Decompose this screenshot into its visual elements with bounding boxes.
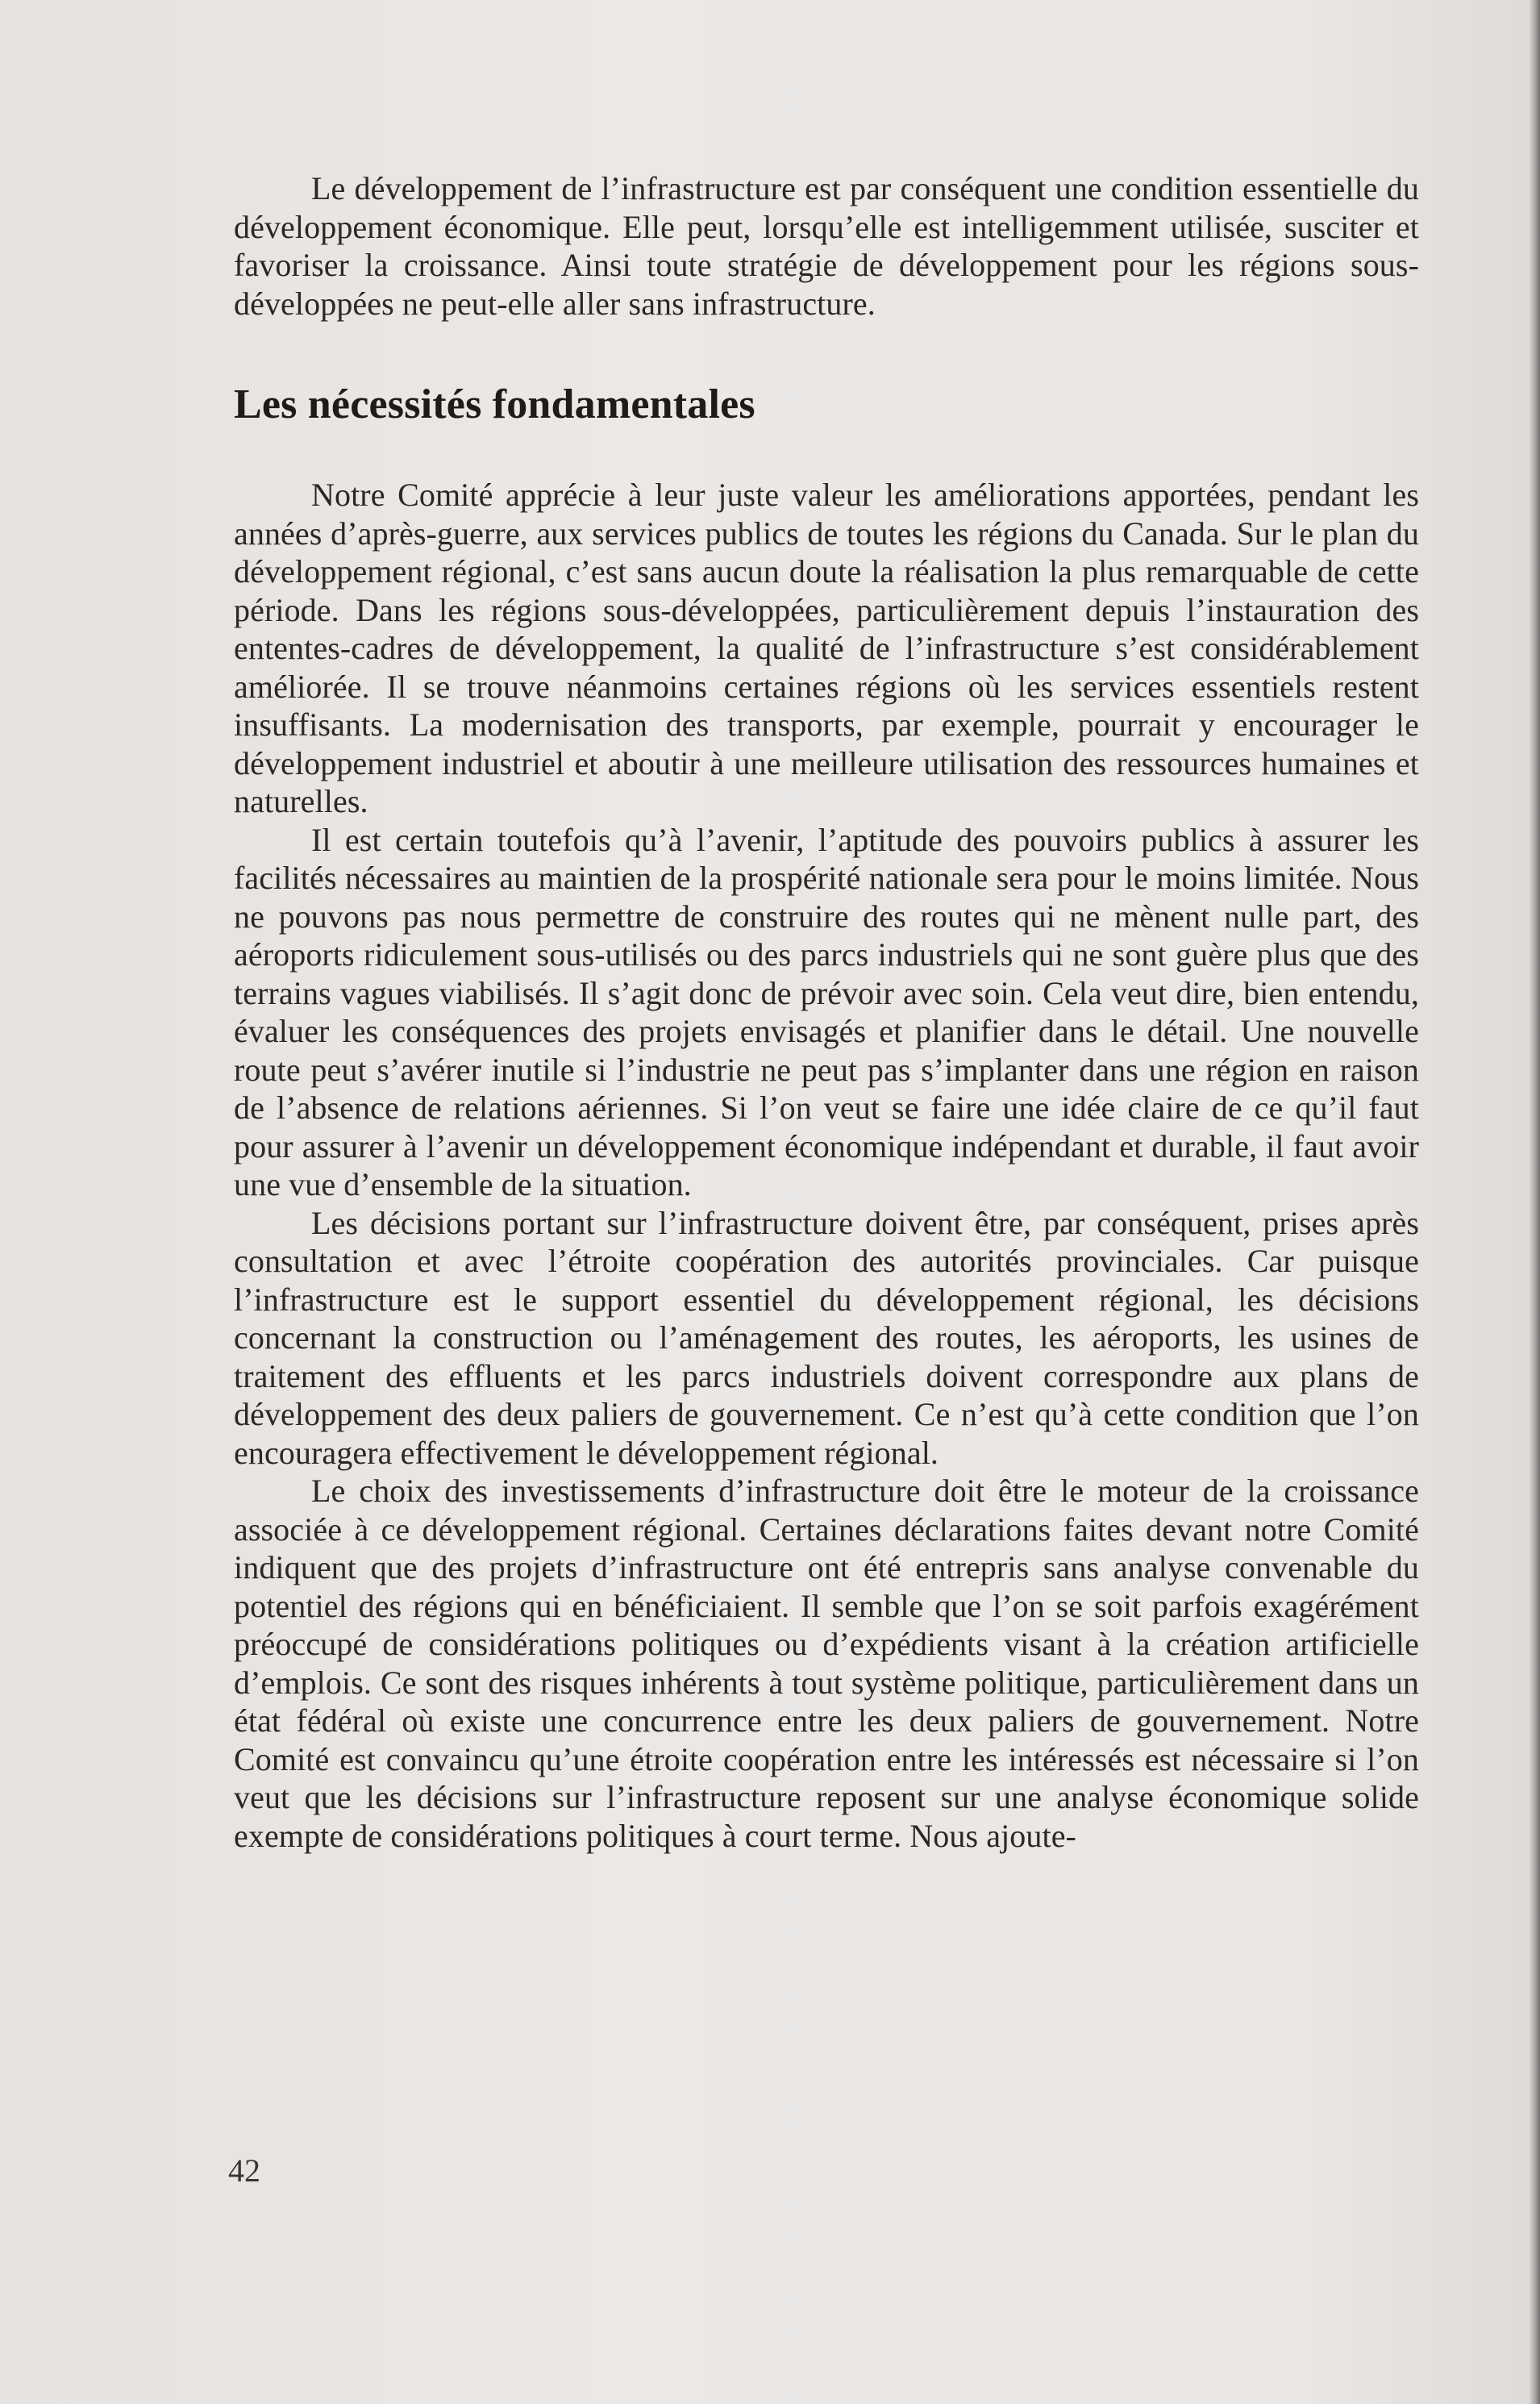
page-number: 42 xyxy=(228,2152,260,2189)
intro-paragraph: Le développement de l’infrastructure est par conséquent une condition essentielle du développement économique. Elle peut, lorsqu’elle est intelligemment utilisée, susciter et favoriser la croissance. Ainsi toute stratégie de développement pour les régions sous-développées ne peut-elle aller sans infrastructure. xyxy=(234,170,1419,322)
text-column xyxy=(234,169,1419,1855)
section-heading: Les nécessités fondamentales xyxy=(234,381,755,427)
paragraph-2: Il est certain toutefois qu’à l’avenir, l’aptitude des pouvoirs publics à assurer les facilités nécessaires au maintien de la prospérité nationale sera pour le moins limitée. Nous ne pouvons pas nous permettre de construire des routes qui ne mènent nulle part, des aéroports ridiculement sous-utilisés ou des parcs industriels qui ne sont guère plus que des terrains vagues viabilisés. Il s’agit donc de prévoir avec soin. Cela veut dire, bien entendu, évaluer les conséquences des projets envisagés et planifier dans le détail. Une nouvelle route peut s’avérer inutile si l’industrie ne peut pas s’implanter dans une région en raison de l’absence de relations aériennes. Si l’on veut se faire une idée claire de ce qu’il faut pour assurer à l’avenir un développement économique indépendant et durable, il faut avoir une vue d’ensemble de la situation. xyxy=(234,821,1419,1202)
paragraph-4: Le choix des investissements d’infrastructure doit être le moteur de la croissance associée à ce développement régional. Certaines déclarations faites devant notre Comité indiquent que des projets d’infrastructure ont été entrepris sans analyse convenable du potentiel des régions qui en bénéficiaient. Il semble que l’on se soit parfois exagérément préoccupé de considérations politiques ou d’expédients visant à la création artificielle d’emplois. Ce sont des risques inhérents à tout système politique, particulièrement dans un état fédéral où existe une concurrence entre les deux paliers de gouvernement. Notre Comité est convaincu qu’une étroite coopération entre les intéressés est nécessaire si l’on veut que les décisions sur l’infrastructure reposent sur une analyse économique solide exempte de considérations politiques à court terme. Nous ajoute- xyxy=(234,1473,1419,1854)
page-edge-shadow xyxy=(1529,0,1540,2404)
paragraph-3: Les décisions portant sur l’infrastructure doivent être, par conséquent, prises après consultation et avec l’étroite coopération des autorités provinciales. Car puisque l’infrastructure est le support essentiel du développement régional, les décisions concernant la construction ou l’aménagement des routes, les aéroports, les usines de traitement des effluents et les parcs industriels doivent correspondre aux plans de développement des deux paliers de gouvernement. Ce n’est qu’à cette condition que l’on encouragera effectivement le développement régional. xyxy=(234,1204,1419,1471)
paragraph-1: Notre Comité apprécie à leur juste valeur les améliorations apportées, pendant les années d’après-guerre, aux services publics de toutes les régions du Canada. Sur le plan du développement régional, c’est sans aucun doute la réalisation la plus remarquable de cette période. Dans les régions sous-développées, particulièrement depuis l’instauration des ententes-cadres de développement, la qualité de l’infrastructure s’est considérablement améliorée. Il se trouve néanmoins certaines régions où les services essentiels restent insuffisants. La modernisation des transports, par exemple, pourrait y encourager le développement industriel et aboutir à une meilleure utilisation des ressources humaines et naturelles. xyxy=(234,477,1419,819)
